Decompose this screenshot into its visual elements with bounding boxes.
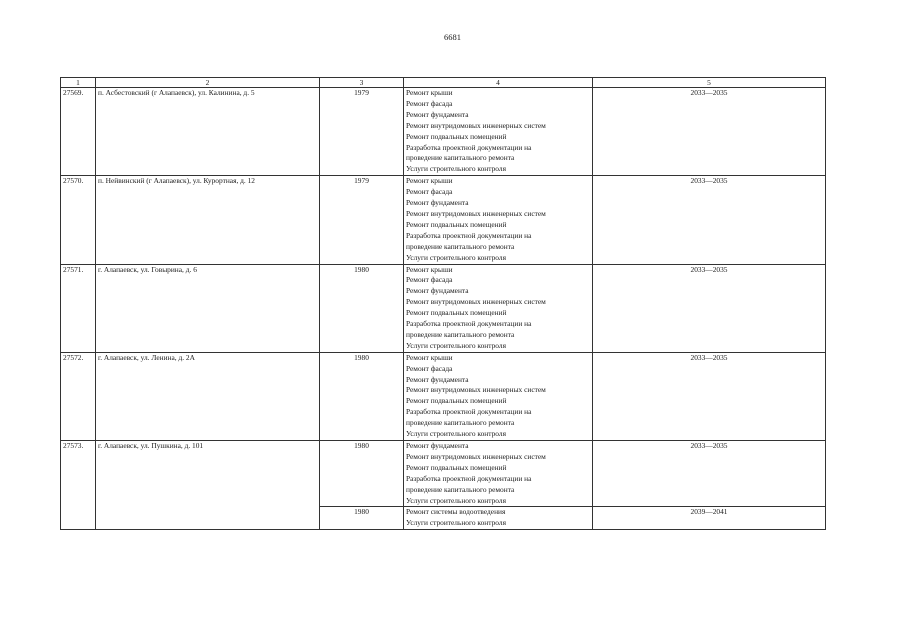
- work-item: Услуги строительного контроля: [406, 518, 506, 528]
- work-item: Услуги строительного контроля: [406, 429, 506, 439]
- address-cell: г. Алапаевск, ул. Ленина, д. 2А: [96, 352, 320, 440]
- year-cell: 1979: [320, 176, 404, 264]
- table-row: [61, 264, 826, 352]
- year-cell: 1980: [320, 441, 404, 507]
- table-row: [61, 352, 826, 440]
- period-cell: 2033—2035: [593, 88, 826, 176]
- work-item: Ремонт подвальных помещений: [406, 396, 507, 406]
- work-item: Ремонт крыши: [406, 88, 453, 97]
- period-cell: 2033—2035: [593, 176, 826, 264]
- work-item: Ремонт фасада: [406, 275, 453, 285]
- address-cell: п. Нейвинский (г Алапаевск), ул. Курортная, д. 12: [96, 176, 320, 264]
- work-item: Ремонт системы водоотведения: [406, 507, 506, 517]
- work-item: Разработка проектной документации на: [406, 230, 532, 240]
- period-cell: 2033—2035: [593, 441, 826, 507]
- page-number: 6681: [444, 32, 461, 42]
- work-item: Ремонт фасада: [406, 187, 453, 197]
- work-item: Ремонт фундамента: [406, 441, 469, 450]
- period-cell: 2033—2035: [593, 264, 826, 352]
- work-item: Ремонт внутридомовых инженерных систем: [406, 120, 546, 130]
- column-header-5: 5: [593, 78, 826, 88]
- work-item: Разработка проектной документации на: [406, 473, 532, 483]
- capital-repair-table: [60, 77, 826, 530]
- works-cell: [404, 88, 593, 176]
- work-item: Разработка проектной документации на: [406, 142, 532, 152]
- work-item: Услуги строительного контроля: [406, 495, 506, 505]
- work-item: Услуги строительного контроля: [406, 252, 506, 262]
- work-item: Ремонт фундамента: [406, 374, 469, 384]
- work-item: Ремонт фундамента: [406, 109, 469, 119]
- table-row: [61, 441, 826, 507]
- column-header-3: 3: [320, 78, 404, 88]
- column-header-1: 1: [61, 78, 96, 88]
- work-item: Услуги строительного контроля: [406, 164, 506, 174]
- works-cell: [404, 176, 593, 264]
- table-row: [61, 176, 826, 264]
- work-item: Ремонт подвальных помещений: [406, 131, 507, 141]
- period-cell: 2039—2041: [593, 507, 826, 530]
- work-item: проведение капитального ремонта: [406, 241, 515, 251]
- work-item: Разработка проектной документации на: [406, 319, 532, 329]
- work-item: Ремонт фундамента: [406, 286, 469, 296]
- column-header-4: 4: [404, 78, 593, 88]
- work-item: Ремонт крыши: [406, 176, 453, 186]
- works-cell: [404, 507, 593, 530]
- work-item: Разработка проектной документации на: [406, 407, 532, 417]
- period-cell: 2033—2035: [593, 352, 826, 440]
- row-number: 27571.: [61, 264, 96, 352]
- address-cell: г. Алапаевск, ул. Говырина, д. 6: [96, 264, 320, 352]
- year-cell: 1980: [320, 507, 404, 530]
- table-row: [61, 88, 826, 176]
- work-item: Ремонт внутридомовых инженерных систем: [406, 297, 546, 307]
- row-number: 27570.: [61, 176, 96, 264]
- year-cell: 1980: [320, 352, 404, 440]
- column-number-row: [61, 78, 826, 88]
- work-item: проведение капитального ремонта: [406, 329, 515, 339]
- column-header-2: 2: [96, 78, 320, 88]
- work-item: Ремонт подвальных помещений: [406, 219, 507, 229]
- work-item: Ремонт фасада: [406, 363, 453, 373]
- works-cell: [404, 264, 593, 352]
- work-item: Ремонт крыши: [406, 352, 453, 362]
- works-cell: [404, 352, 593, 440]
- address-cell: п. Асбестовский (г Алапаевск), ул. Калинина, д. 5: [96, 88, 320, 176]
- row-number: 27573.: [61, 441, 96, 530]
- work-item: Ремонт фасада: [406, 98, 453, 108]
- work-item: проведение капитального ремонта: [406, 418, 515, 428]
- row-number: 27569.: [61, 88, 96, 176]
- work-item: проведение капитального ремонта: [406, 153, 515, 163]
- work-item: Услуги строительного контроля: [406, 340, 506, 350]
- work-item: Ремонт подвальных помещений: [406, 308, 507, 318]
- works-cell: [404, 441, 593, 507]
- year-cell: 1979: [320, 88, 404, 176]
- work-item: Ремонт внутридомовых инженерных систем: [406, 451, 546, 461]
- work-item: Ремонт внутридомовых инженерных систем: [406, 385, 546, 395]
- work-item: проведение капитального ремонта: [406, 484, 515, 494]
- work-item: Ремонт фундамента: [406, 198, 469, 208]
- work-item: Ремонт внутридомовых инженерных систем: [406, 208, 546, 218]
- address-cell: г. Алапаевск, ул. Пушкина, д. 101: [96, 441, 320, 530]
- year-cell: 1980: [320, 264, 404, 352]
- work-item: Ремонт подвальных помещений: [406, 462, 507, 472]
- row-number: 27572.: [61, 352, 96, 440]
- work-item: Ремонт крыши: [406, 264, 453, 274]
